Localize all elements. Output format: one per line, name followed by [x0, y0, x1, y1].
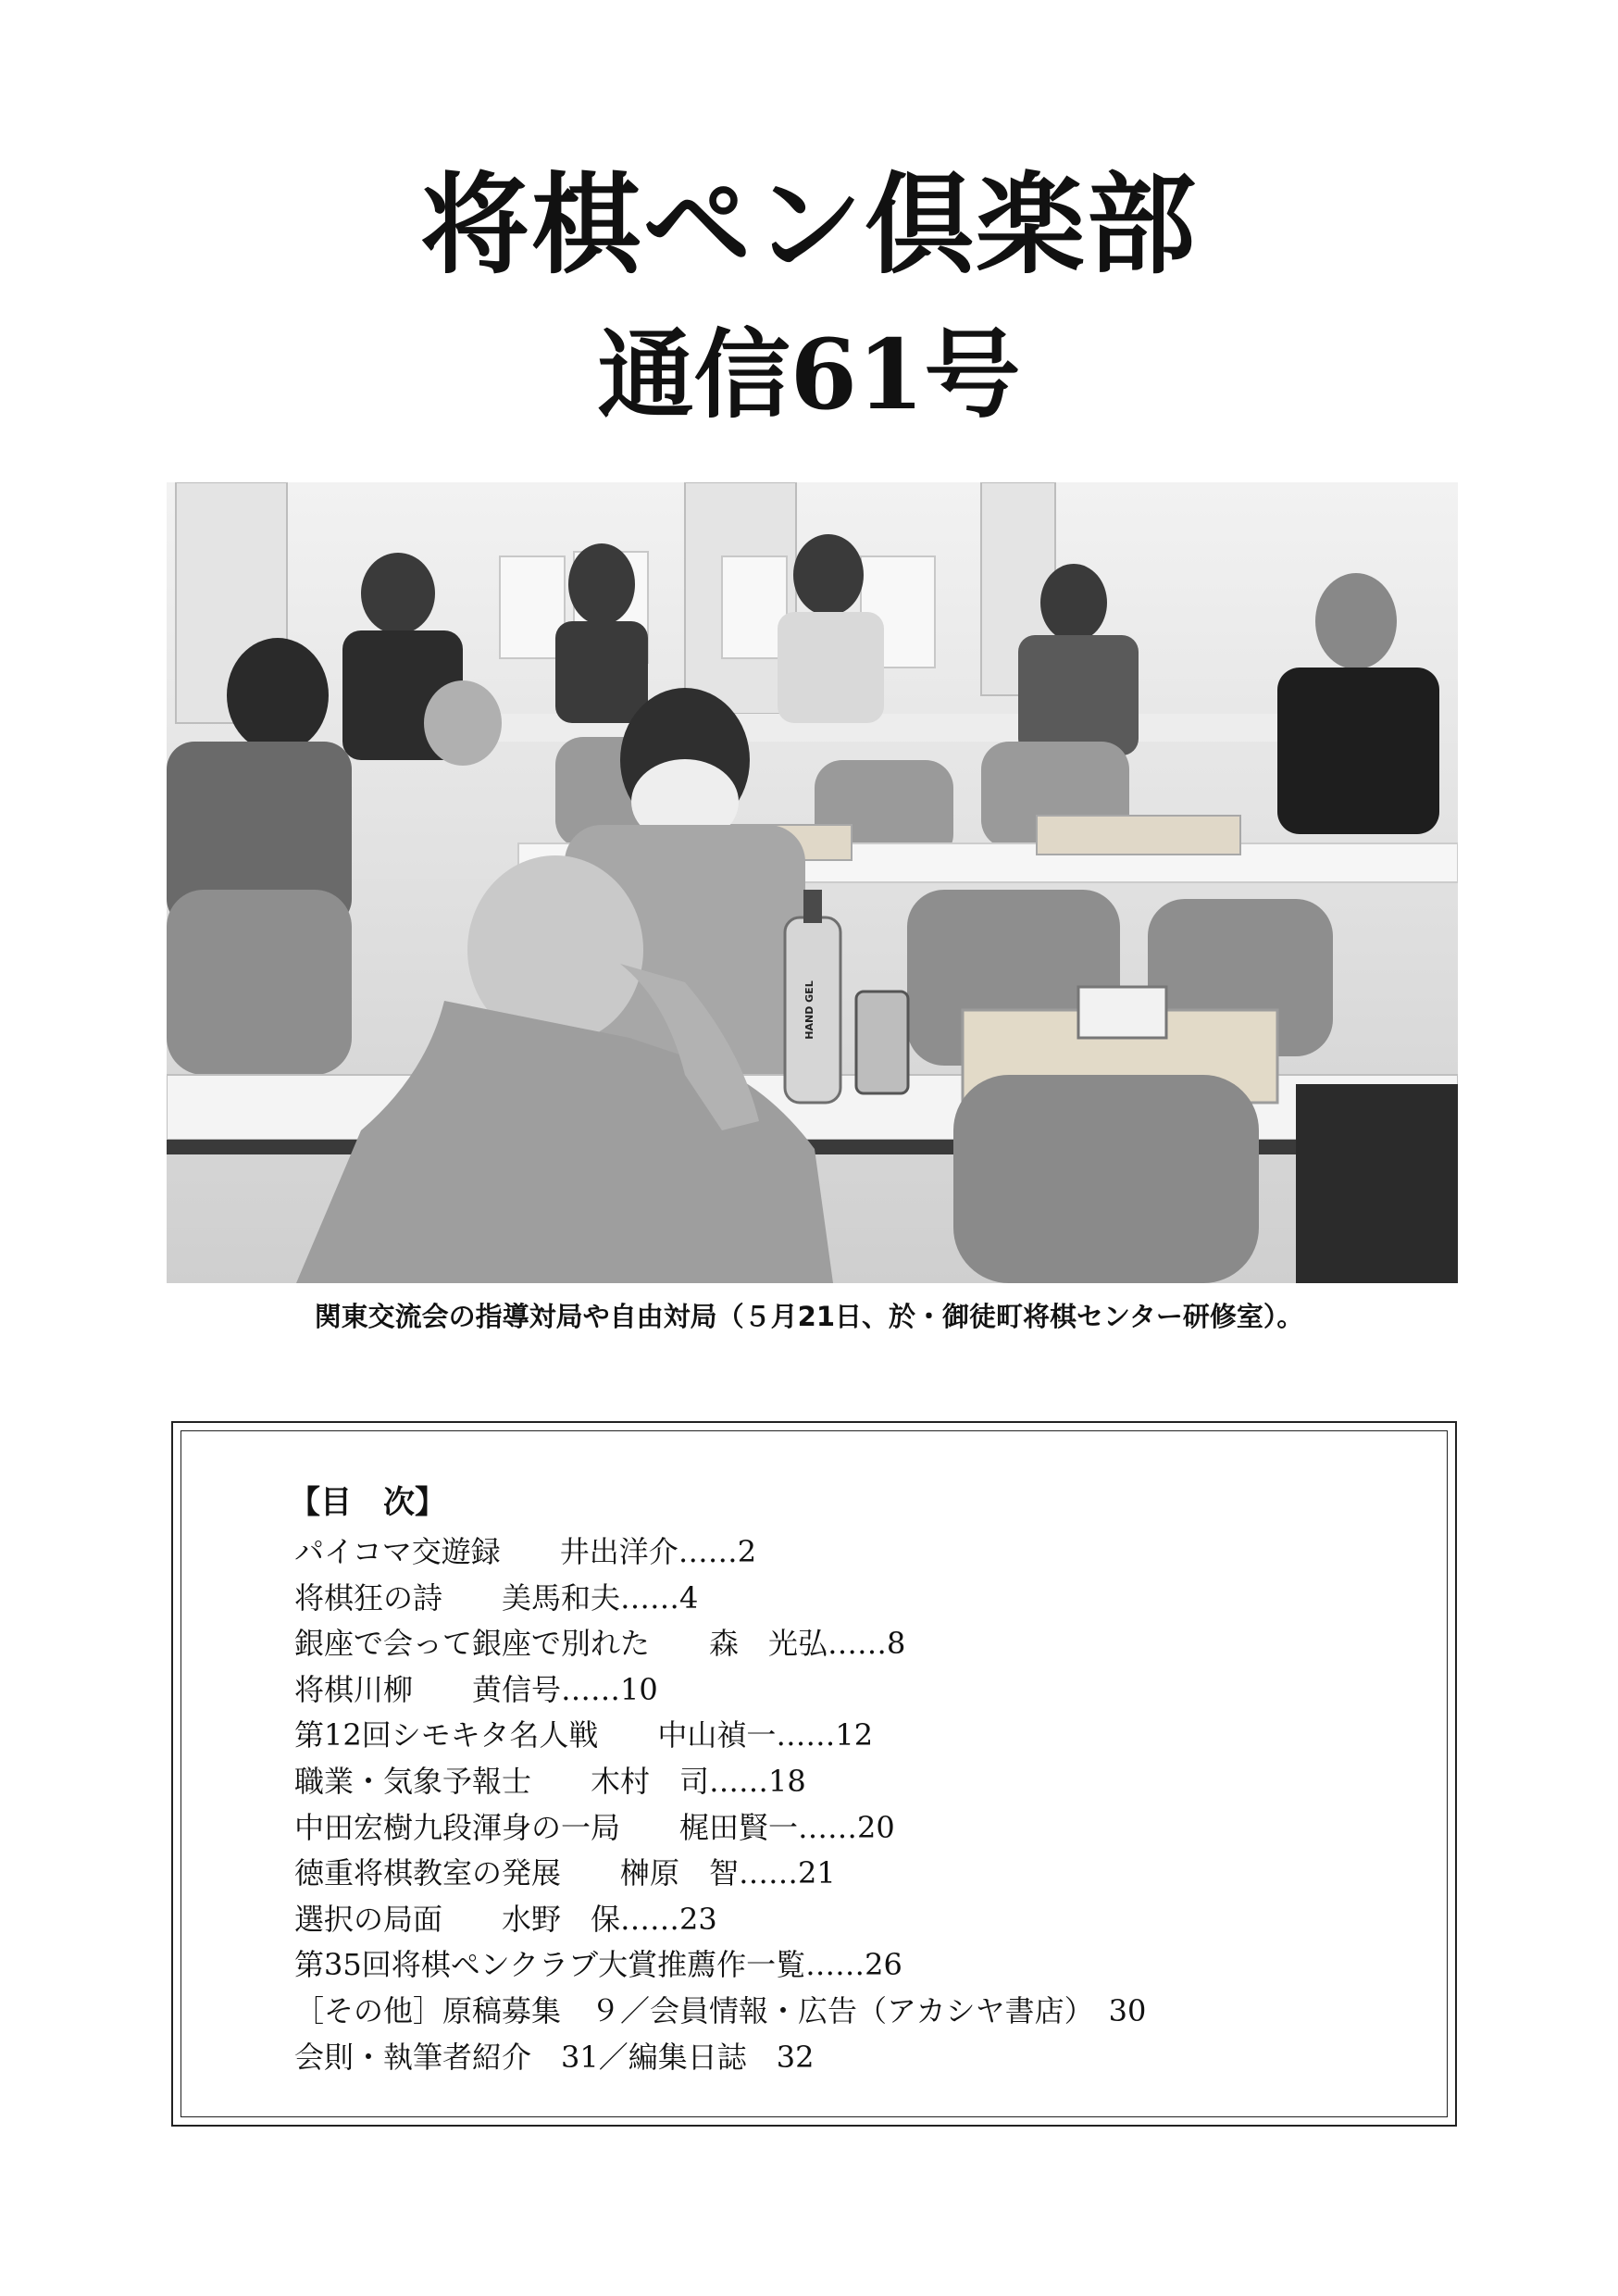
toc-item: 職業・気象予報士 木村 司……18	[294, 1763, 806, 1799]
toc-item: 会則・執筆者紹介 31／編集日誌 32	[294, 2039, 815, 2075]
toc-item: 銀座で会って銀座で別れた 森 光弘……8	[294, 1626, 906, 1662]
toc-item: パイコマ交遊録 井出洋介……2	[294, 1534, 757, 1569]
issue-number: 通信61号	[597, 318, 1021, 431]
toc-item: 第12回シモキタ名人戦 中山禎一……12	[294, 1717, 874, 1753]
toc-list	[294, 1529, 1146, 2080]
photo-caption: 関東交流会の指導対局や自由対局（５月21日、於・御徒町将棋センター研修室）。	[314, 1301, 1304, 1332]
toc-item: 将棋川柳 黄信号……10	[294, 1671, 658, 1707]
toc-item: 第35回将棋ペンクラブ大賞推薦作一覧……26	[294, 1947, 902, 1983]
bottle-label: HAND GEL	[803, 980, 815, 1040]
toc-item: 中田宏樹九段渾身の一局 梶田賢一……20	[294, 1809, 895, 1845]
toc-item: 徳重将棋教室の発展 榊原 智……21	[294, 1855, 836, 1891]
toc-item: ［その他］原稿募集 ９／会員情報・広告（アカシヤ書店） 30	[294, 1992, 1147, 2028]
cover-photo-illustration	[167, 482, 1458, 1283]
toc-item: 将棋狂の詩 美馬和夫……4	[294, 1579, 699, 1616]
cover-photo	[167, 482, 1458, 1283]
page-title: 将棋ペン倶楽部	[419, 160, 1198, 289]
toc-item: 選択の局面 水野 保……23	[294, 1901, 717, 1937]
toc-heading: 【目 次】	[289, 1484, 446, 1521]
